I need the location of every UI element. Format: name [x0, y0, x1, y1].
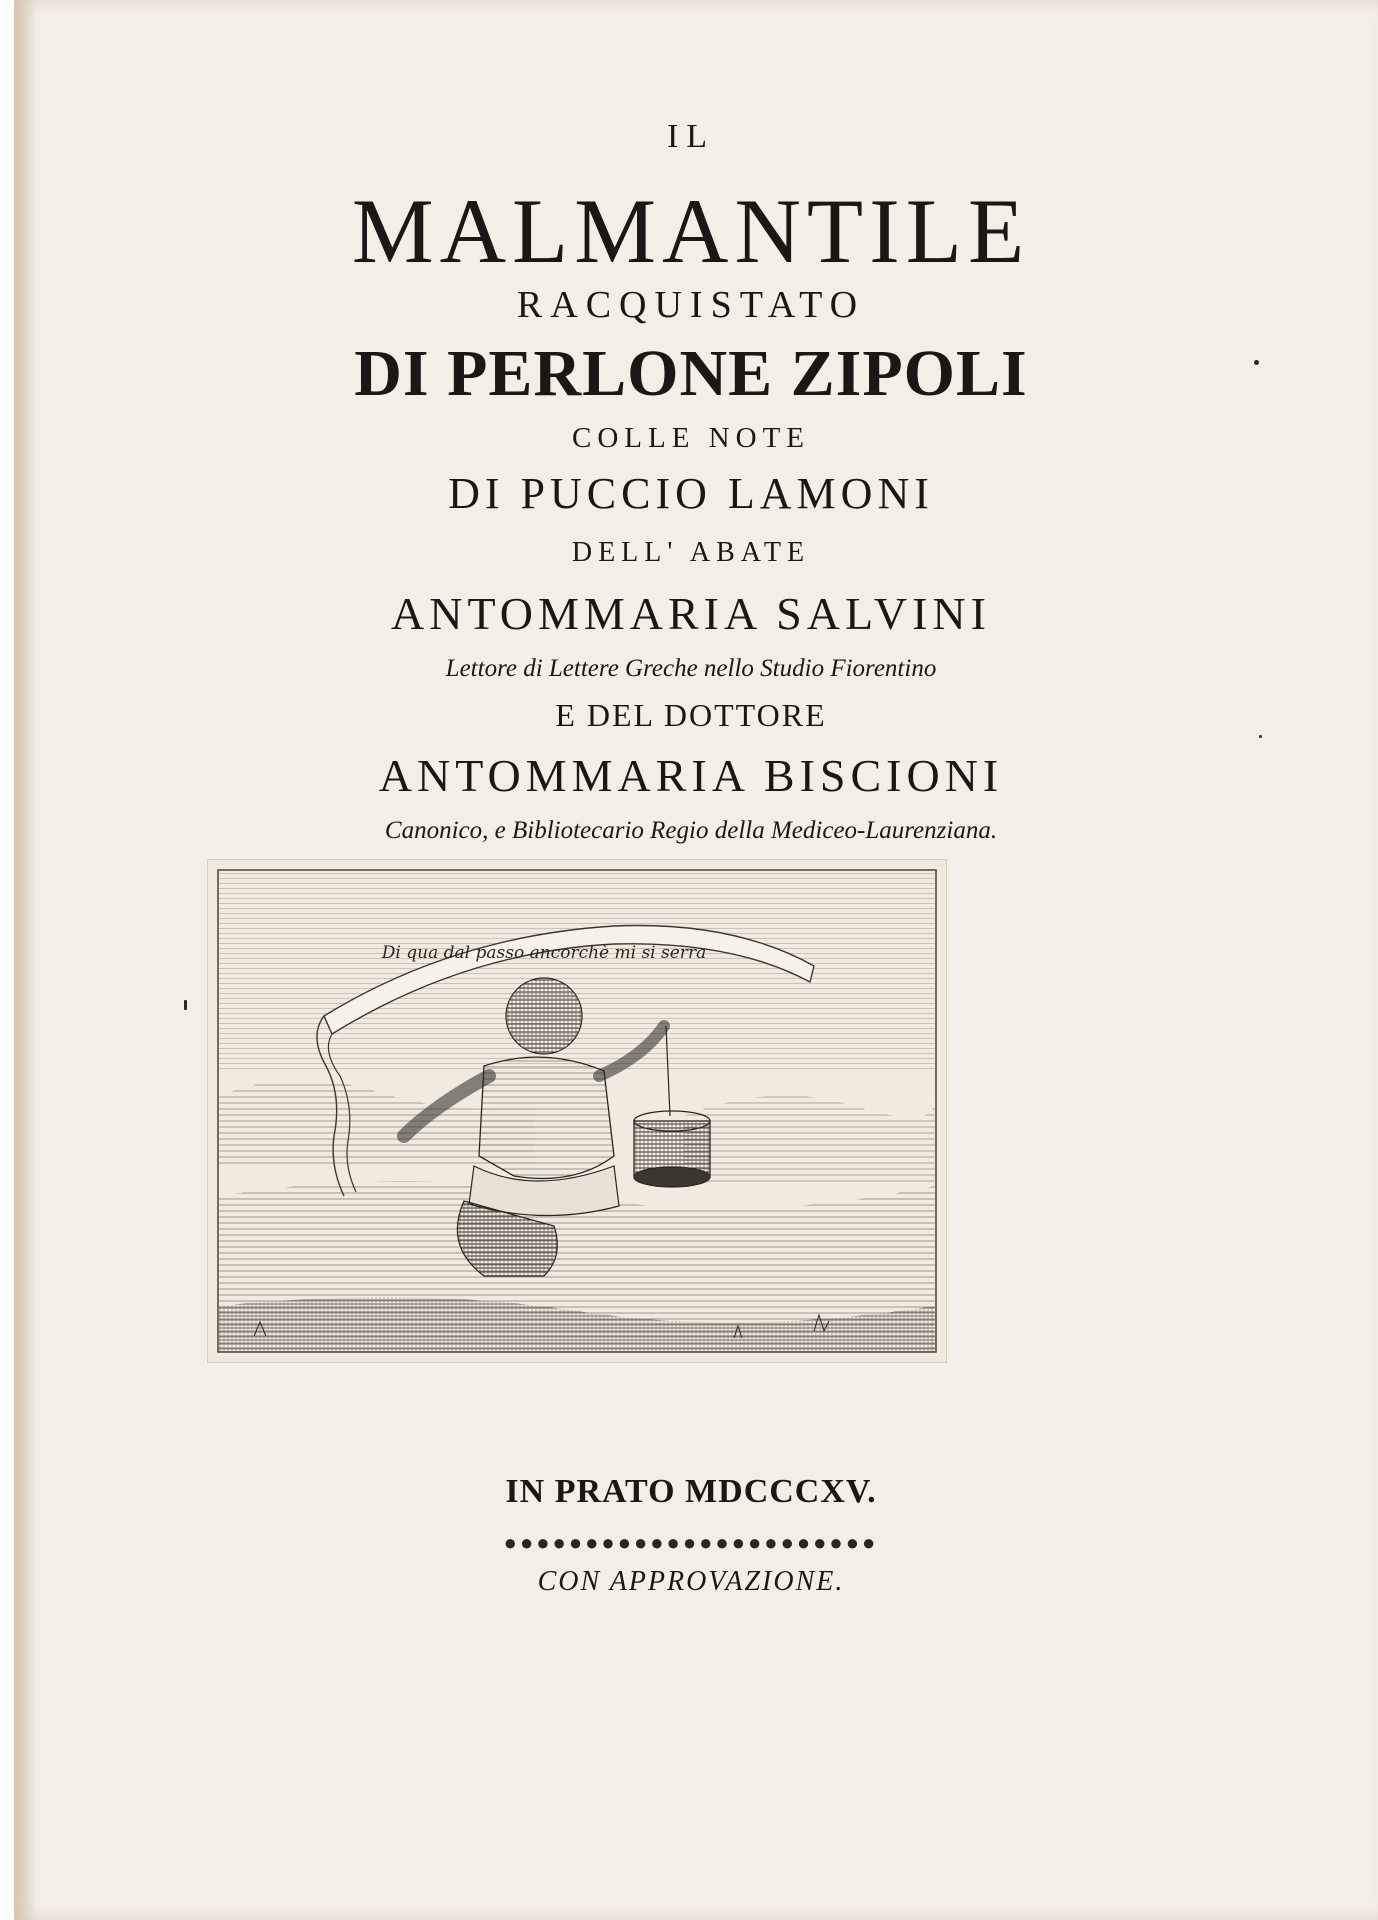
annotator-1: DI PUCCIO LAMONI: [448, 469, 934, 518]
ornament-rule: ●●●●●●●●●●●●●●●●●●●●●●●: [503, 1530, 879, 1555]
annotator-3-role: Canonico, e Bibliotecario Regio della Mediceo-Laurenziana.: [384, 817, 998, 844]
banner-motto: Di qua dal passo ancorchè mi si serra: [381, 943, 707, 963]
ink-speck: [1254, 360, 1259, 365]
book-page: [14, 0, 1378, 1920]
dottore-intro: E DEL DOTTORE: [555, 697, 827, 733]
abate-intro: DELL' ABATE: [571, 537, 811, 568]
notes-intro: COLLE NOTE: [572, 422, 810, 454]
imprint-approval: CON APPROVAZIONE.: [537, 1566, 845, 1597]
main-title: MALMANTILE: [351, 180, 1031, 282]
annotator-3: ANTOMMARIA BISCIONI: [378, 750, 1004, 801]
author-line: DI PERLONE ZIPOLI: [354, 337, 1028, 410]
engraving-illustration: [214, 866, 940, 1356]
ink-speck: [184, 1000, 187, 1010]
title-il: IL: [666, 118, 716, 155]
imprint-place-date: IN PRATO MDCCCXV.: [505, 1473, 877, 1510]
subtitle: RACQUISTATO: [516, 284, 866, 326]
annotator-2-role: Lettore di Lettere Greche nello Studio Fiorentino: [445, 655, 937, 682]
annotator-2: ANTOMMARIA SALVINI: [391, 588, 991, 639]
engraving-vignette: [214, 866, 940, 1356]
ink-speck: [1259, 735, 1262, 738]
